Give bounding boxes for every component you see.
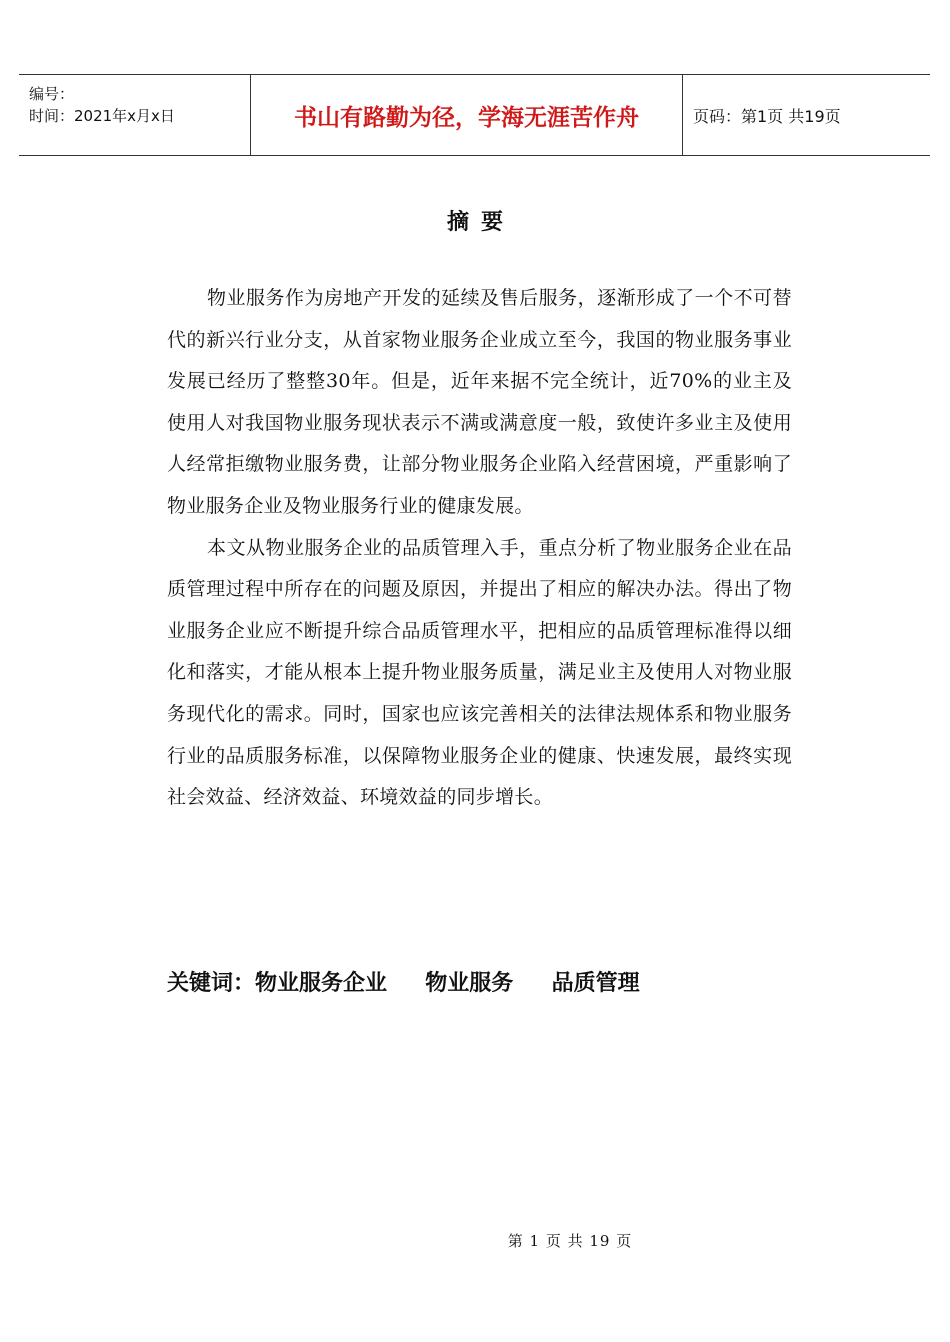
- date-label: 时间：2021年x月x日: [29, 107, 175, 125]
- abstract-title: 摘要: [446, 210, 515, 235]
- header-motto: 书山有路勤为径，学海无涯苦作舟: [251, 75, 683, 155]
- keywords-line: 关键词：物业服务企业 物业服务 品质管理: [167, 971, 640, 996]
- page-footer: 第 1 页 共 19 页: [507, 1232, 633, 1250]
- abstract-body: [167, 278, 792, 819]
- document-header: [19, 74, 930, 156]
- abstract-paragraph-2: 本文从物业服务企业的品质管理入手，重点分析了物业服务企业在品质管理过程中所存在的问题及原因，并提出了相应的解决办法。得出了物业服务企业应不断提升综合品质管理水平，把相应的品质管理标准得以细化和落实，才能从根本上提升物业服务质量，满足业主及使用人对物业服务现代化的需求。同时，国家也应该完善相关的法律法规体系和物业服务行业的品质服务标准，以保障物业服务企业的健康、快速发展，最终实现社会效益、经济效益、环境效益的同步增长。: [167, 536, 792, 809]
- header-page-code: 页码：第1页 共19页: [693, 106, 841, 126]
- abstract-paragraph-1: 物业服务作为房地产开发的延续及售后服务，逐渐形成了一个不可替代的新兴行业分支，从首家物业服务企业成立至今，我国的物业服务事业发展已经历了整整30年。但是，近年来据不完全统计，近70%的业主及使用人对我国物业服务现状表示不满或满意度一般，致使许多业主及使用人经常拒缴物业服务费，让部分物业服务企业陷入经营困境，严重影响了物业服务企业及物业服务行业的健康发展。: [167, 287, 792, 517]
- header-meta-cell: [19, 75, 251, 155]
- serial-number-label: 编号：: [29, 85, 75, 103]
